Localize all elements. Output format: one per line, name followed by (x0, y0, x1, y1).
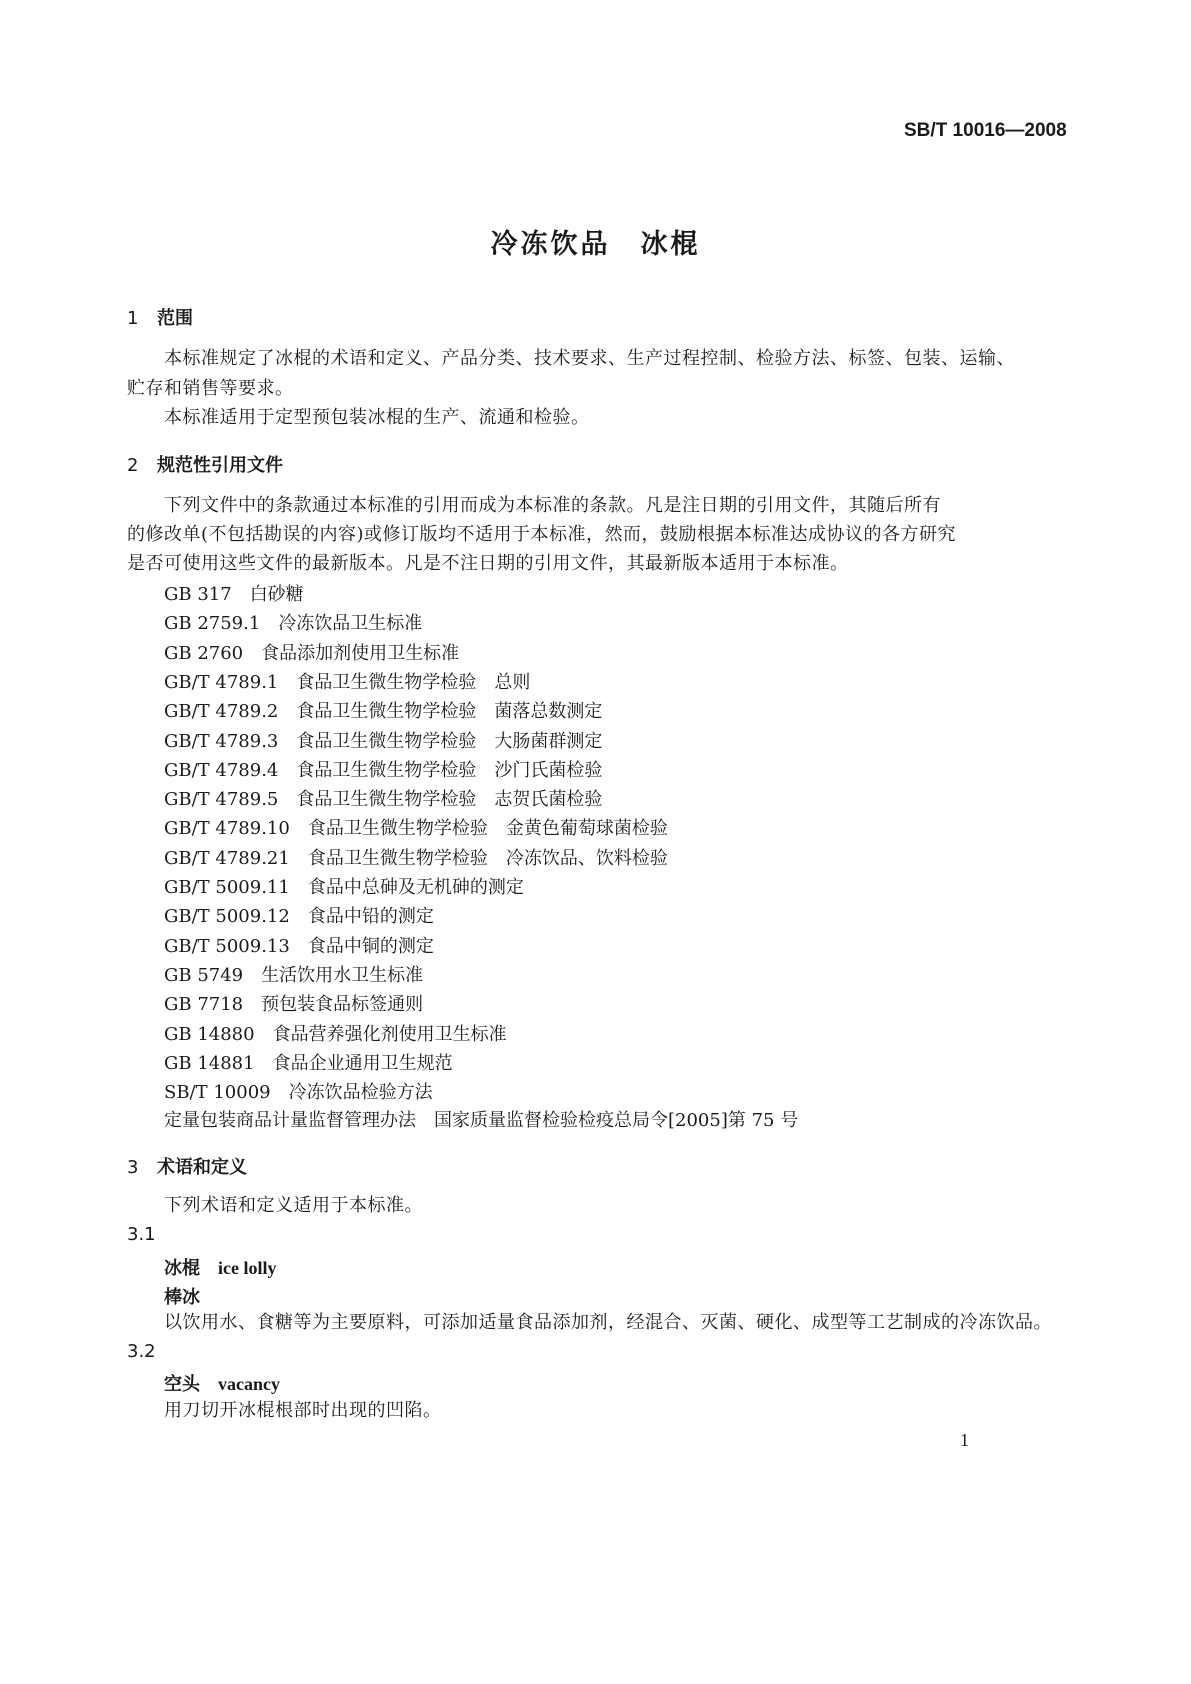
reference-name: 食品中总砷及无机砷的测定 (307, 877, 524, 898)
reference-code: GB 2760 (164, 643, 244, 664)
term-en: vacancy (218, 1374, 280, 1394)
reference-name: 食品企业通用卫生规范 (272, 1053, 453, 1074)
reference-code: GB 2759.1 (164, 613, 261, 634)
reference-code: GB 7718 (164, 994, 244, 1015)
term-heading (164, 1370, 280, 1396)
reference-item-last: 定量包装商品计量监督管理办法 国家质量监督检验检疫总局令[2005]第 75 号 (164, 1110, 799, 1131)
reference-item (164, 580, 304, 606)
reference-name: 食品卫生微生物学检验 沙门氏菌检验 (296, 760, 603, 781)
term-number: 3.2 (127, 1341, 156, 1362)
reference-code: GB/T 5009.12 (164, 906, 290, 927)
reference-name: 冷冻饮品卫生标准 (278, 613, 423, 634)
reference-name: 食品卫生微生物学检验 大肠菌群测定 (296, 731, 603, 752)
terms-intro: 下列术语和定义适用于本标准。 (164, 1195, 423, 1216)
section-title: 术语和定义 (157, 1157, 247, 1178)
reference-code: GB/T 4789.1 (164, 672, 279, 693)
reference-code: GB/T 4789.21 (164, 848, 290, 869)
normative-intro-line-3: 是否可使用这些文件的最新版本。凡是不注日期的引用文件，其最新版本适用于本标准。 (127, 553, 849, 574)
reference-code: GB 317 (164, 584, 232, 605)
reference-item (164, 961, 423, 987)
term-en: ice lolly (218, 1258, 277, 1278)
reference-name: 预包装食品标签通则 (261, 994, 424, 1015)
term-alternate: 棒冰 (164, 1287, 200, 1308)
reference-name: 冷冻饮品检验方法 (288, 1082, 433, 1103)
normative-intro-line-1: 下列文件中的条款通过本标准的引用而成为本标准的条款。凡是注日期的引用文件，其随后所有 (164, 495, 941, 516)
reference-name: 食品卫生微生物学检验 总则 (296, 672, 531, 693)
reference-item (164, 814, 668, 840)
reference-code: GB/T 4789.5 (164, 789, 279, 810)
section-3-heading (127, 1153, 247, 1179)
term-zh: 空头 (164, 1374, 200, 1395)
reference-item (164, 756, 602, 782)
section-number: 3 (127, 1157, 139, 1178)
reference-name: 食品中铅的测定 (307, 906, 434, 927)
reference-name: 食品卫生微生物学检验 金黄色葡萄球菌检验 (307, 818, 668, 839)
reference-item (164, 1078, 433, 1104)
section-title: 范围 (157, 308, 193, 329)
reference-code: GB 5749 (164, 965, 244, 986)
reference-name: 生活饮用水卫生标准 (261, 965, 424, 986)
reference-item (164, 902, 434, 928)
section-1-heading (127, 304, 193, 330)
reference-code: GB/T 4789.4 (164, 760, 279, 781)
scope-paragraph-2: 本标准适用于定型预包装冰棍的生产、流通和检验。 (164, 407, 590, 428)
reference-code: GB/T 5009.11 (164, 877, 290, 898)
reference-name: 食品中铜的测定 (307, 936, 434, 957)
reference-code: GB/T 4789.2 (164, 701, 279, 722)
term-zh: 冰棍 (164, 1258, 200, 1279)
reference-name: 食品营养强化剂使用卫生标准 (272, 1024, 507, 1045)
term-number: 3.1 (127, 1224, 156, 1245)
reference-item (164, 873, 524, 899)
normative-intro-line-2: 的修改单(不包括勘误的内容)或修订版均不适用于本标准，然而，鼓励根据本标准达成协议的各方研究 (127, 524, 957, 545)
reference-name: 食品卫生微生物学检验 志贺氏菌检验 (296, 789, 603, 810)
reference-item (164, 1049, 453, 1075)
scope-paragraph-1-line-1: 本标准规定了冰棍的术语和定义、产品分类、技术要求、生产过程控制、检验方法、标签、包装、运输、 (164, 348, 1015, 369)
reference-item (164, 697, 602, 723)
reference-code: GB 14880 (164, 1024, 255, 1045)
section-2-heading (127, 451, 283, 477)
reference-code: GB/T 4789.10 (164, 818, 290, 839)
document-title: 冷冻饮品 冰棍 (490, 229, 701, 260)
section-title: 规范性引用文件 (157, 455, 283, 476)
reference-code: SB/T 10009 (164, 1082, 271, 1103)
reference-item (164, 990, 423, 1016)
term-heading (164, 1254, 276, 1280)
reference-name: 白砂糖 (249, 584, 304, 605)
reference-item (164, 785, 602, 811)
section-number: 2 (127, 455, 139, 476)
reference-item (164, 639, 459, 665)
reference-code: GB/T 4789.3 (164, 731, 279, 752)
reference-item (164, 609, 422, 635)
reference-code: GB 14881 (164, 1053, 255, 1074)
scope-paragraph-1-line-2: 贮存和销售等要求。 (127, 378, 294, 399)
reference-item (164, 727, 602, 753)
standard-code: SB/T 10016—2008 (904, 120, 1067, 141)
section-number: 1 (127, 308, 139, 329)
reference-name: 食品卫生微生物学检验 菌落总数测定 (296, 701, 603, 722)
reference-name: 食品卫生微生物学检验 冷冻饮品、饮料检验 (307, 848, 668, 869)
reference-name: 食品添加剂使用卫生标准 (261, 643, 460, 664)
reference-item (164, 668, 530, 694)
term-definition: 以饮用水、食糖等为主要原料，可添加适量食品添加剂，经混合、灭菌、硬化、成型等工艺制成的冷冻饮品。 (164, 1312, 1052, 1333)
reference-item (164, 932, 434, 958)
reference-item (164, 844, 668, 870)
reference-code: GB/T 5009.13 (164, 936, 290, 957)
term-definition: 用刀切开冰棍根部时出现的凹陷。 (164, 1400, 442, 1421)
page-number: 1 (960, 1430, 969, 1450)
reference-item (164, 1020, 507, 1046)
